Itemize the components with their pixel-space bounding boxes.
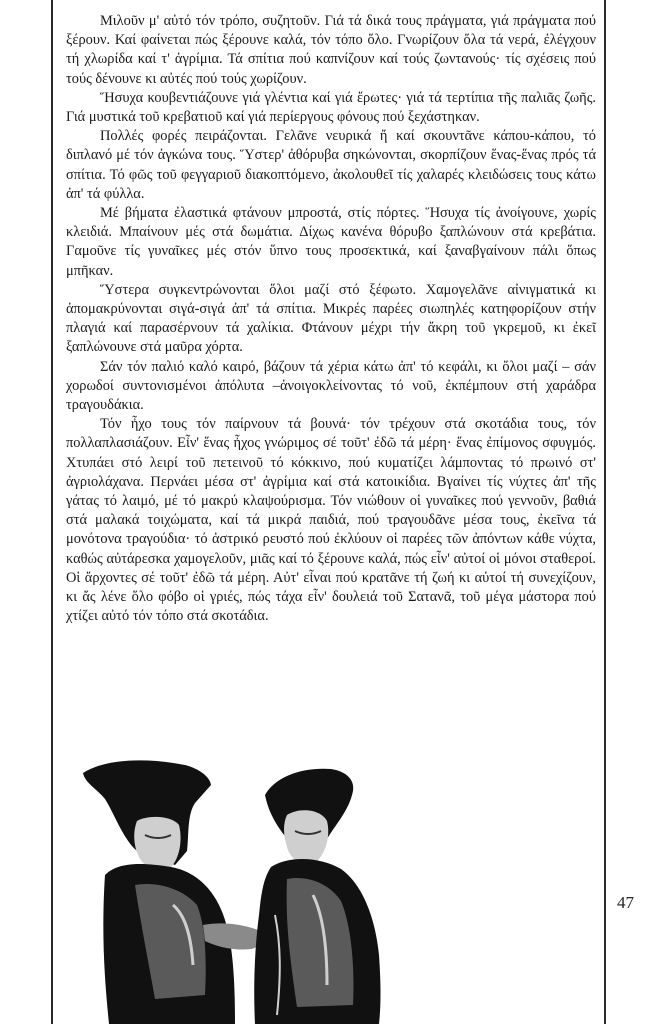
illustration-two-figures	[75, 755, 395, 1024]
paragraph: Σάν τόν παλιό καλό καιρό, βάζουν τά χέρια κάτω ἀπ' τό κεφάλι, κι ὅλοι μαζί – σάν χορωδοί συντονισμένοι ἀπόλυτα –ἀνοιγοκλείνοντας τό νοῦ, ἐκπέμπουν στή χαράδρα τραγουδάκια.	[66, 358, 596, 414]
illustration-drawing	[75, 755, 395, 1024]
paragraph: Τόν ἦχο τους τόν παίρνουν τά βουνά· τόν τρέχουν στά σκοτάδια τους, τόν πολλαπλασιάζουν. Εἶν' ἕνας ἦχος γνώριμος σέ τοῦτ' ἐδῶ τά μέρη· ἕνας ἐπίμονος σφυγμός. Χτυπάει στό λειρί τοῦ πετεινοῦ τό κόκκινο, πού κυματίζει λάμποντας τό πρωινό στ' ἀγριολάχανα. Περνάει μέσα στ' ἀγρίμια καί στά κατοικίδια. Βγαίνει τίς νύχτες ἀπ' τῆς γάτας τό λαιμό, μέ τό μακρύ κλαψούρισμα. Τόν νιώθουν οἱ γυναῖκες πού γεννοῦν, βαθιά στά μαλακά τοιχώματα, καί τά μικρά παιδιά, πού τραγουδᾶνε μέσα τους, ἐκεῖνα τά μονότονα τραγούδια· τό ἀστρικό ρευστό πού ἐκλύουν οἱ παρέες τῶν ἀπόντων κάθε νύχτα, καθώς αὐτάρεσκα χαμογελοῦν, μιᾶς καί τό ξέρουνε καλά, πώς εἶν' αὐτοί οἱ μόνοι σταθεροί. Οἱ ἄρχοντες σέ τοῦτ' ἐδῶ τά μέρη. Αὐτ' εἶναι πού κρατᾶνε τή ζωή κι αὐτοί τή συνεχίζουν, κι ἄς λένε ὅλο φόβο οἱ γριές, πώς τάχα εἶν' δουλειά τοῦ Σατανᾶ, τοῦ μέγα μάστορα πού χτίζει αὐτό τόν τόπο στά σκοτάδια.	[66, 416, 596, 625]
body-text	[66, 12, 596, 627]
paragraph: Πολλές φορές πειράζονται. Γελᾶνε νευρικά ἤ καί σκουντᾶνε κάπου-κάπου, τό διπλανό μέ τόν ἀγκώνα τους. Ὕστερ' ἀθόρυβα σηκώνονται, σκορπίζουν ἕνας-ἕνας πρός τά σπίτια. Τό φῶς τοῦ φεγγαριοῦ διακοπτόμενο, ἀκολουθεῖ τίς χαλαρές κλειδώσεις τους κάτω ἀπ' τά φύλλα.	[66, 128, 596, 202]
left-figure-face	[134, 817, 180, 870]
page-number: 47	[617, 893, 634, 912]
paragraph: Μέ βήματα ἐλαστικά φτάνουν μπροστά, στίς πόρτες. Ἥσυχα τίς ἀνοίγουνε, χωρίς κλειδιά. Μπαίνουν μές στά δωμάτια. Δίχως κανένα θόρυβο ξαπλώνουν στά κρεβάτια. Γαμοῦνε τίς γυναῖκες μές στόν ὕπνο τους προσεκτικά, καί ξαναβγαίνουν πάλι ὅπως μπῆκαν.	[66, 205, 596, 279]
right-margin-rule	[604, 0, 606, 1024]
paragraph: Μιλοῦν μ' αὐτό τόν τρόπο, συζητοῦν. Γιά τά δικά τους πράγματα, γιά πράγματα πού ξέρουν. Καί φαίνεται πώς ξέρουνε καλά, τόν τόπο ὅλο. Γνωρίζουν ὅλα τά νερά, ἐλέγχουν τή χλωρίδα καί τ' ἀγρίμια. Τά σπίτια πού καπνίζουν καί τούς ζωντανούς· τίς σχέσεις πού τούς δένουνε κι αὐτές πού τούς χωρίζουν.	[66, 13, 596, 87]
right-figure-face	[284, 810, 328, 864]
paragraph: Ἥσυχα κουβεντιάζουνε γιά γλέντια καί γιά ἔρωτες· γιά τά τερτίπια τῆς παλιᾶς ζωῆς. Γιά μυστικά τοῦ κρεβατιοῦ καί γιά περίεργους φόνους πού ξεχάστηκαν.	[66, 89, 596, 126]
left-margin-rule	[51, 0, 53, 1024]
paragraph: Ὕστερα συγκεντρώνονται ὅλοι μαζί στό ξέφωτο. Χαμογελᾶνε αἰνιγματικά κι ἀπομακρύνονται σιγά-σιγά ἀπ' τά σπίτια. Μικρές παρέες σιωπηλές κατηφορίζουν στήν πλαγιά καί παρασέρνουν τά χαλίκια. Φτάνουν μέχρι τήν ἄκρη τοῦ γκρεμοῦ, κι ἐκεῖ ξαπλώνουνε στά μαῦρα χόρτα.	[66, 281, 596, 356]
